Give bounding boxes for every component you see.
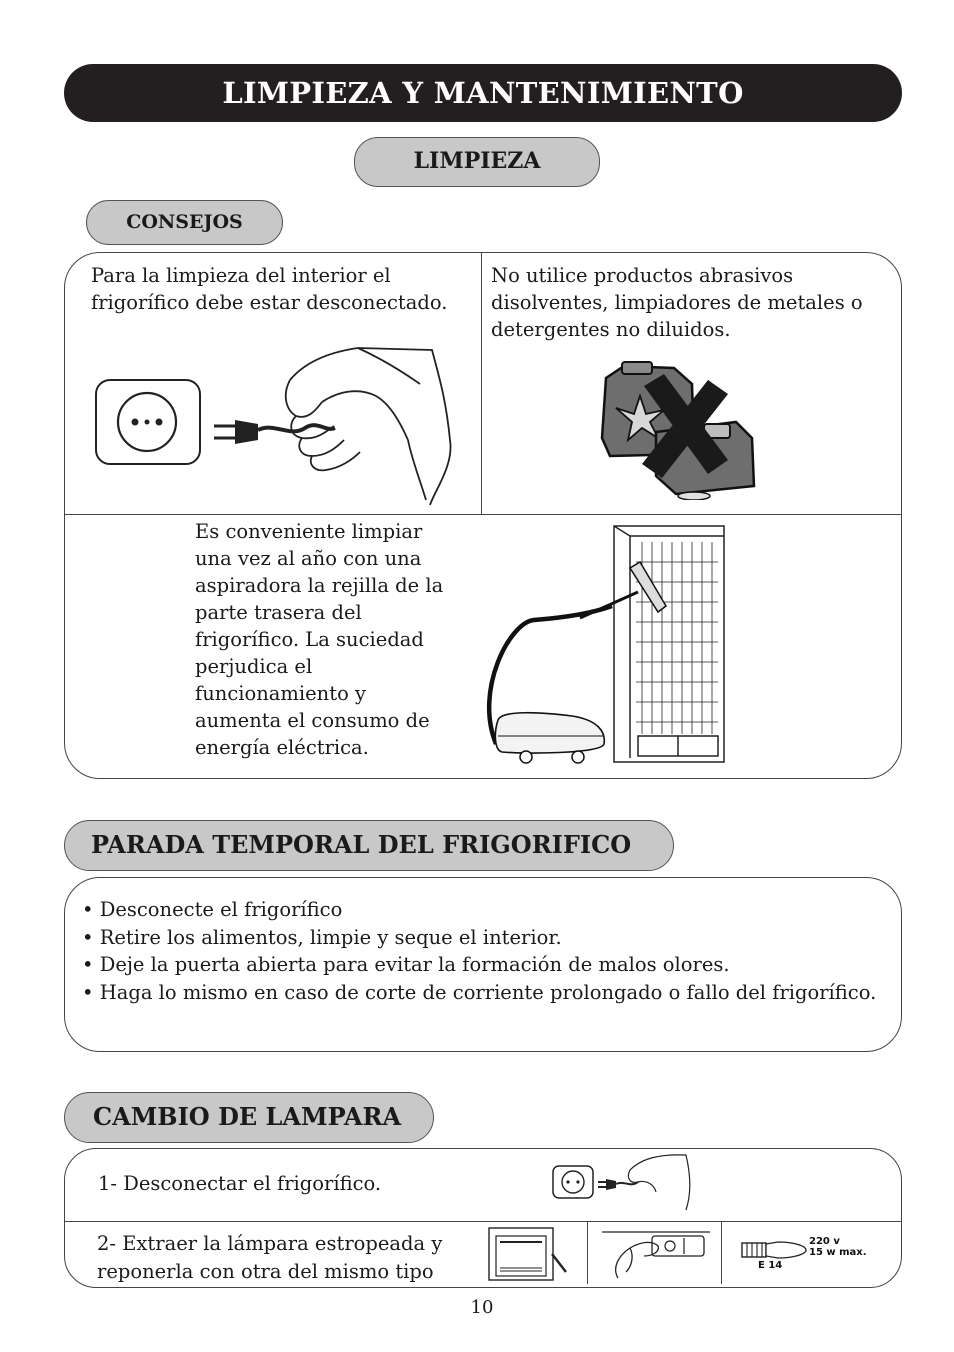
vacuum-cleaner-icon: [489, 562, 666, 763]
lamp-power-label: 15 w max.: [809, 1247, 867, 1258]
list-item: • Deje la puerta abierta para evitar la formación de malos olores.: [82, 953, 730, 976]
fridge-back-icon: [614, 526, 724, 762]
lamp-cover-illustration: [600, 1226, 712, 1282]
hand-icon: [628, 1155, 689, 1210]
subsection-label-consejos: CONSEJOS: [86, 200, 283, 245]
tip-unplug-text: Para la limpieza del interior el frigorífico debe estar desconectado.: [91, 264, 448, 314]
divider-horizontal: [65, 1221, 902, 1222]
temporary-stop-list: [82, 896, 882, 1006]
page-title: LIMPIEZA Y MANTENIMIENTO: [64, 64, 902, 122]
divider-vertical: [481, 253, 482, 514]
unplug-small-illustration: [550, 1152, 694, 1214]
lamp-housing-icon: [652, 1236, 704, 1256]
no-abrasives-illustration: [596, 358, 760, 500]
section-title-parada: PARADA TEMPORAL DEL FRIGORIFICO: [64, 820, 674, 871]
divider-vertical: [587, 1222, 588, 1284]
step-1-text: 1- Desconectar el frigorífico.: [98, 1172, 382, 1195]
divider-horizontal: [65, 514, 902, 515]
lamp-voltage-label: 220 v: [809, 1236, 840, 1247]
unplug-illustration: [90, 340, 470, 510]
tip-vacuum-text: Es conveniente limpiar una vez al año con una aspiradora la rejilla de la parte trasera del frigorífico. La suciedad perjudica el funcionamiento y aumenta el consumo de energía eléctrica.: [195, 520, 444, 759]
plug-icon: [214, 420, 335, 444]
divider-vertical: [721, 1222, 722, 1284]
tip-products-text: No utilice productos abrasivos disolventes, limpiadores de metales o detergentes no diluidos.: [491, 264, 863, 341]
vacuum-coil-illustration: [480, 522, 730, 770]
section-title-limpieza: LIMPIEZA: [354, 137, 600, 187]
section-title-cambio: CAMBIO DE LAMPARA: [64, 1092, 434, 1143]
list-item: • Retire los alimentos, limpie y seque el interior.: [82, 925, 562, 949]
screwdriver-icon: [552, 1254, 566, 1272]
page-number: 10: [470, 1297, 494, 1318]
lamp-socket-label: E 14: [758, 1260, 783, 1271]
fridge-interior-illustration: [486, 1224, 570, 1282]
list-item: • Desconecte el frigorífico: [82, 898, 343, 921]
step-2-text: 2- Extraer la lámpara estropeada y reponerla con otra del mismo tipo: [97, 1232, 443, 1283]
list-item: • Haga lo mismo en caso de corte de corriente prolongado o fallo del frigorífico.: [82, 980, 877, 1004]
